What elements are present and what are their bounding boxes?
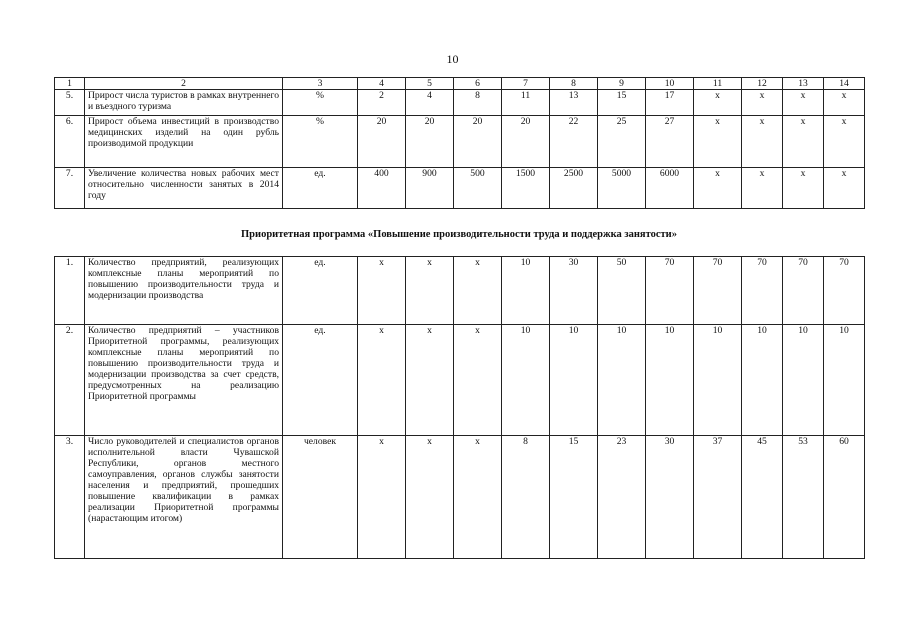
unit-cell: ед. <box>283 168 358 209</box>
section-title: Приоритетная программа «Повышение производительности труда и поддержка занятости» <box>241 229 677 240</box>
column-number: 10 <box>646 78 694 90</box>
column-number-row <box>55 78 865 90</box>
indicator-description: Прирост числа туристов в рамках внутреннего и въездного туризма <box>85 90 283 116</box>
table-row <box>55 257 865 325</box>
value-cell: 70 <box>646 257 694 325</box>
table-row <box>55 168 865 209</box>
value-cell: 20 <box>358 116 406 168</box>
table-row <box>55 436 865 559</box>
value-cell: 70 <box>694 257 742 325</box>
value-cell: 30 <box>550 257 598 325</box>
indicator-description: Количество предприятий – участников Приоритетной программы, реализующих комплексные планы мероприятий по повышению производительности труда и модернизации производства за счет средств, предусмотренных на реализацию Приоритетной программы <box>85 325 283 436</box>
value-cell: 500 <box>454 168 502 209</box>
value-cell: 10 <box>824 325 865 436</box>
indicators-table-bottom <box>54 256 865 559</box>
value-cell: 20 <box>502 116 550 168</box>
table-row <box>55 325 865 436</box>
row-number: 5. <box>55 90 85 116</box>
column-number: 3 <box>283 78 358 90</box>
indicator-description: Увеличение количества новых рабочих мест относительно численности занятых в 2014 году <box>85 168 283 209</box>
value-cell: х <box>742 168 783 209</box>
indicator-description: Число руководителей и специалистов органов исполнительной власти Чувашской Республики, органов местного самоуправления, органов службы занятости населения и предприятий, прошедших повышение квалификации в рамках реализации Приоритетной программы (нарастающим итогом) <box>85 436 283 559</box>
value-cell: х <box>694 168 742 209</box>
value-cell: х <box>358 325 406 436</box>
unit-cell: ед. <box>283 325 358 436</box>
row-number: 6. <box>55 116 85 168</box>
value-cell: х <box>783 168 824 209</box>
value-cell: х <box>358 257 406 325</box>
value-cell: 23 <box>598 436 646 559</box>
value-cell: 50 <box>598 257 646 325</box>
value-cell: 10 <box>783 325 824 436</box>
value-cell: 10 <box>646 325 694 436</box>
value-cell: х <box>406 257 454 325</box>
value-cell: 17 <box>646 90 694 116</box>
value-cell: 15 <box>550 436 598 559</box>
value-cell: 6000 <box>646 168 694 209</box>
value-cell: х <box>358 436 406 559</box>
value-cell: 20 <box>454 116 502 168</box>
row-number: 7. <box>55 168 85 209</box>
value-cell: 70 <box>824 257 865 325</box>
value-cell: 11 <box>502 90 550 116</box>
column-number: 2 <box>85 78 283 90</box>
value-cell: 400 <box>358 168 406 209</box>
value-cell: 15 <box>598 90 646 116</box>
column-number: 14 <box>824 78 865 90</box>
value-cell: 13 <box>550 90 598 116</box>
value-cell: 25 <box>598 116 646 168</box>
value-cell: 2500 <box>550 168 598 209</box>
table-row <box>55 116 865 168</box>
unit-cell: % <box>283 116 358 168</box>
value-cell: 20 <box>406 116 454 168</box>
value-cell: 10 <box>502 257 550 325</box>
value-cell: х <box>742 116 783 168</box>
indicators-table-top <box>54 77 865 209</box>
value-cell: 70 <box>783 257 824 325</box>
value-cell: х <box>824 90 865 116</box>
column-number: 4 <box>358 78 406 90</box>
column-number: 9 <box>598 78 646 90</box>
column-number: 8 <box>550 78 598 90</box>
row-number: 3. <box>55 436 85 559</box>
value-cell: 37 <box>694 436 742 559</box>
value-cell: х <box>742 90 783 116</box>
column-number: 5 <box>406 78 454 90</box>
value-cell: х <box>694 90 742 116</box>
value-cell: 53 <box>783 436 824 559</box>
value-cell: 1500 <box>502 168 550 209</box>
value-cell: 10 <box>598 325 646 436</box>
value-cell: х <box>824 168 865 209</box>
column-number: 7 <box>502 78 550 90</box>
column-number: 13 <box>783 78 824 90</box>
value-cell: 27 <box>646 116 694 168</box>
table-row <box>55 90 865 116</box>
value-cell: х <box>406 325 454 436</box>
value-cell: х <box>454 436 502 559</box>
value-cell: х <box>783 90 824 116</box>
column-number: 6 <box>454 78 502 90</box>
row-number: 1. <box>55 257 85 325</box>
value-cell: 10 <box>502 325 550 436</box>
value-cell: х <box>454 325 502 436</box>
value-cell: 10 <box>550 325 598 436</box>
value-cell: 2 <box>358 90 406 116</box>
unit-cell: ед. <box>283 257 358 325</box>
value-cell: х <box>406 436 454 559</box>
value-cell: 60 <box>824 436 865 559</box>
value-cell: 5000 <box>598 168 646 209</box>
value-cell: 70 <box>742 257 783 325</box>
indicator-description: Количество предприятий, реализующих комплексные планы мероприятий по повышению производительности труда и модернизации производства <box>85 257 283 325</box>
unit-cell: % <box>283 90 358 116</box>
column-number: 1 <box>55 78 85 90</box>
value-cell: 22 <box>550 116 598 168</box>
column-number: 11 <box>694 78 742 90</box>
value-cell: х <box>824 116 865 168</box>
value-cell: 30 <box>646 436 694 559</box>
column-number: 12 <box>742 78 783 90</box>
value-cell: х <box>783 116 824 168</box>
value-cell: х <box>454 257 502 325</box>
row-number: 2. <box>55 325 85 436</box>
value-cell: 900 <box>406 168 454 209</box>
unit-cell: человек <box>283 436 358 559</box>
value-cell: 8 <box>454 90 502 116</box>
indicator-description: Прирост объема инвестиций в производство медицинских изделий на один рубль производимой продукции <box>85 116 283 168</box>
value-cell: 8 <box>502 436 550 559</box>
value-cell: 4 <box>406 90 454 116</box>
value-cell: 10 <box>742 325 783 436</box>
page-number: 10 <box>446 52 459 66</box>
value-cell: 45 <box>742 436 783 559</box>
value-cell: х <box>694 116 742 168</box>
value-cell: 10 <box>694 325 742 436</box>
